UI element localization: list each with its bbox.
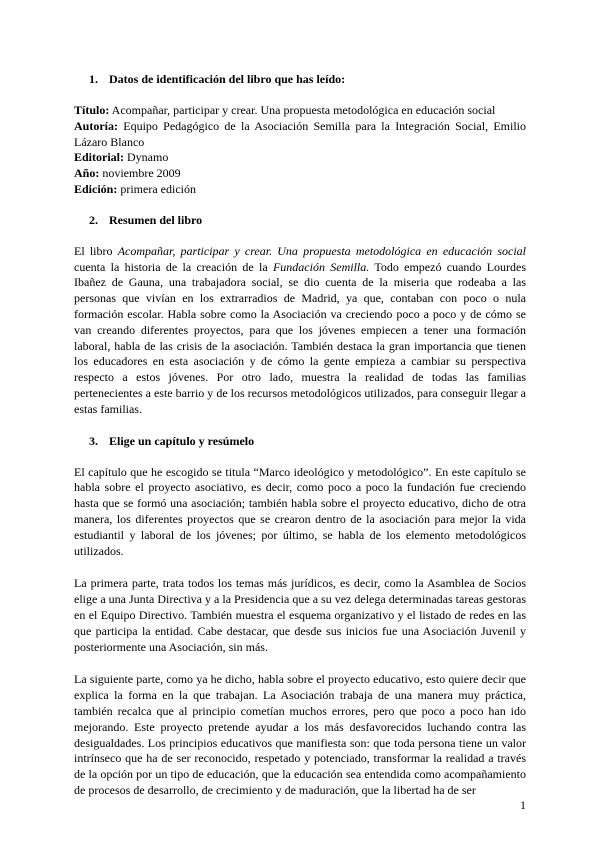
section-heading-identification: [74, 72, 526, 88]
section-title: Elige un capítulo y resúmelo: [109, 433, 255, 448]
book-author-line: [74, 119, 526, 151]
book-author-value: Equipo Pedagógico de la Asociación Semilla para la Integración Social, Emilio Lázaro Blanco: [74, 118, 526, 149]
section-heading-summary: [74, 213, 526, 229]
section-title: Resumen del libro: [109, 212, 203, 227]
section-number: 3.: [89, 433, 98, 448]
summary-text: cuenta la historia de la creación de la: [74, 259, 273, 274]
book-publisher-value: Dynamo: [124, 150, 169, 165]
chapter-paragraph: La siguiente parte, como ya he dicho, habla sobre el proyecto educativo, esto quiere decir que explica la forma en la que trabajan. La Asociación trabaja de una manera muy práctica, también recalca que al principio cometían muchos errores, pero que poco a poco han ido mejorando. Este proyecto pretende ayudar a los más desfavorecidos luchando contra las desigualdades. Los principios educativos que manifiesta son: que toda persona tiene un valor intrínseco que ha de ser reconocido, respetado y potenciado, transformar la realidad a través de la opción por un tipo de educación, que la educación sea entendida como acompañamiento de procesos de desarrollo, de crecimiento y de maduración, que la libertad ha de ser: [74, 672, 526, 797]
section-title: Datos de identificación del libro que has leído:: [109, 72, 346, 86]
summary-text: Todo empezó cuando Lourdes Ibañez de Gauna, una trabajadora social, se dio cuenta de la miseria que rodeaba a las personas que vivían en los extrarradios de Madrid, ya que, contaban con poco o nula formación escolar. Habla sobre como la Asociación va creciendo poco a poco y de cómo se van creando diferentes proyectos, para que los jóvenes empiecen a tener una formación laboral, habla de las crisis de la asociación. También destaca la gran importancia que tienen los educadores en esta asociación y de cómo la gente empieza a cambiar su perspectiva respecto a estos jóvenes. Por otro lado, muestra la realidad de todas las familias pertenecientes a este barrio y de los recursos metodológicos utilizados, para conseguir llegar a estas familias.: [74, 259, 527, 416]
summary-text: El libro: [74, 243, 118, 258]
page-number: 1: [520, 798, 526, 812]
book-edition-label: Edición:: [74, 181, 118, 196]
summary-foundation-name: Fundación Semilla.: [272, 259, 370, 274]
book-title-label: Título:: [74, 103, 110, 117]
book-edition-value: primera edición: [117, 181, 196, 196]
chapter-paragraph: La primera parte, trata todos los temas más jurídicos, es decir, como la Asamblea de Socios elige a una Junta Directiva y a la Presidencia que a su vez delega determinadas tareas gestoras en el Equipo Directivo. También muestra el esquema organizativo y el listado de redes en las que participa la entidad. Cabe destacar, que desde sus inicios fue una Asociación Juvenil y posteriormente una Asociación, sin más.: [74, 576, 526, 654]
summary-book-title: Acompañar, participar y crear. Una propuesta metodológica en educación social: [117, 243, 527, 258]
book-year-value: noviembre 2009: [99, 166, 181, 181]
document-body: [74, 72, 526, 799]
chapter-paragraph: El capítulo que he escogido se titula “Marco ideológico y metodológico”. En este capítulo se habla sobre el proyecto asociativo, es decir, como poco a poco la fundación fue creciendo hasta que se formó una asociación; también habla sobre el proyecto educativo, dicho de otra manera, los diferentes proyectos que se crearon dentro de la asociación para mejor la vida estudiantil y laboral de los jóvenes; por último, se habla de los elemento metodológicos utilizados.: [74, 464, 526, 558]
book-edition-line: [74, 182, 526, 198]
book-title-value: Acompañar, participar y crear. Una propuesta metodológica en educación social: [109, 103, 496, 117]
section-number: 1.: [89, 72, 98, 86]
book-year-label: Año:: [74, 166, 100, 181]
book-title-line: [74, 103, 526, 119]
section-number: 2.: [89, 212, 98, 227]
book-publisher-line: [74, 150, 526, 166]
book-year-line: [74, 166, 526, 182]
book-publisher-label: Editorial:: [74, 150, 124, 165]
section-heading-chapter: [74, 434, 526, 450]
summary-paragraph: [74, 244, 526, 418]
book-author-label: Autoría:: [74, 118, 118, 133]
